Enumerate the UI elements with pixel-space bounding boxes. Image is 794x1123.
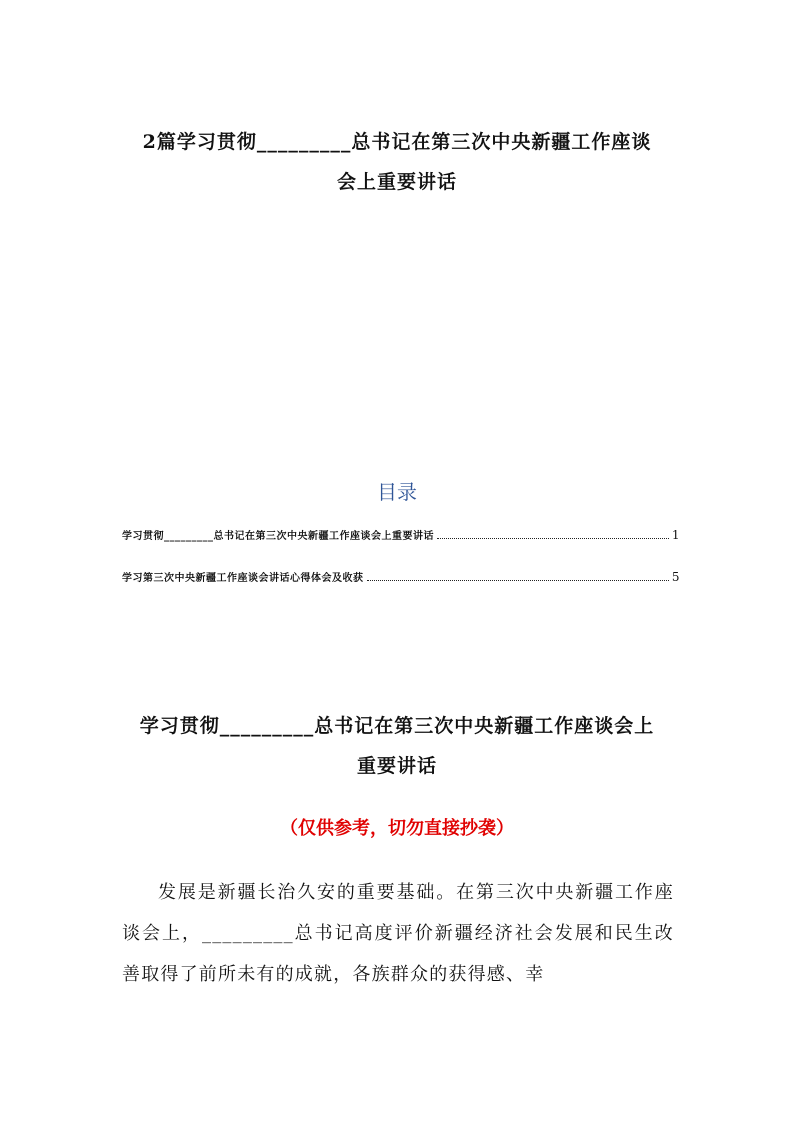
- article-title: [110, 706, 684, 786]
- reference-notice: （仅供参考，切勿直接抄袭）: [280, 818, 514, 839]
- toc-heading: 目录: [377, 480, 417, 504]
- body-paragraph: 发展是新疆长治久安的重要基础。在第三次中央新疆工作座谈会上，_________总书记高度评价新疆经济社会发展和民生改善取得了前所未有的成就，各族群众的获得感、幸: [122, 882, 674, 985]
- toc-page-number: 1: [671, 528, 680, 542]
- toc-entry-2[interactable]: [122, 568, 680, 584]
- toc-entry-1[interactable]: [122, 526, 680, 542]
- toc-entry-text: 学习第三次中央新疆工作座谈会讲话心得体会及收获: [122, 573, 364, 584]
- cover-title: [110, 122, 684, 202]
- toc-leader-dots: [367, 579, 669, 581]
- cover-title-line-1: 2篇学习贯彻_________总书记在第三次中央新疆工作座谈: [142, 131, 652, 153]
- cover-title-line-2: 会上重要讲话: [336, 171, 457, 193]
- toc-leader-dots: [437, 537, 669, 539]
- toc-page-number: 5: [671, 570, 680, 584]
- toc-entry-text: 学习贯彻_________总书记在第三次中央新疆工作座谈会上重要讲话: [122, 531, 434, 542]
- article-title-line-1: 学习贯彻_________总书记在第三次中央新疆工作座谈会上: [139, 715, 655, 737]
- article-title-line-2: 重要讲话: [356, 755, 437, 777]
